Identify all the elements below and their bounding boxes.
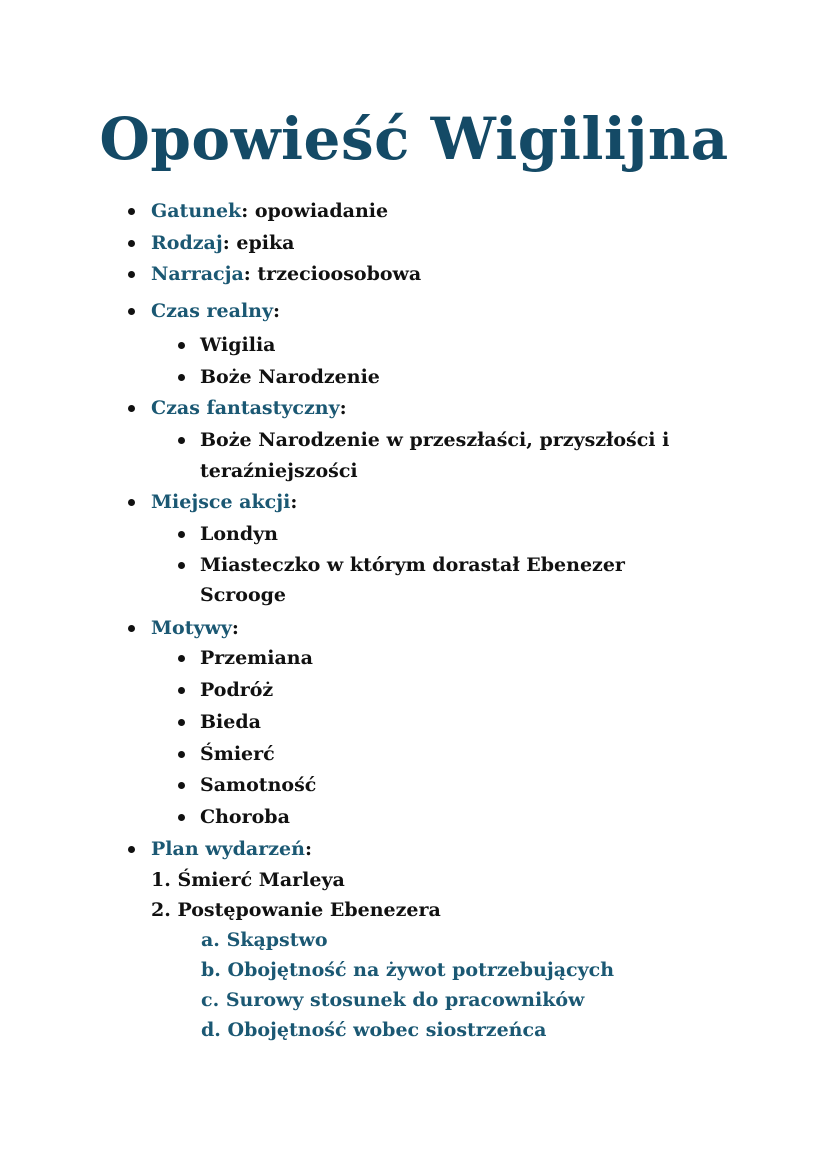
sub-item xyxy=(200,330,275,360)
substep-text: Obojętność na żywot potrzebujących xyxy=(227,959,615,981)
bullet xyxy=(178,814,185,821)
sub-item xyxy=(200,675,273,705)
item-label: Gatunek xyxy=(151,200,242,222)
list-item-czas-fantastyczny xyxy=(151,393,347,423)
sub-item-text: Scrooge xyxy=(200,584,287,606)
bullet xyxy=(128,625,135,632)
sub-item-text: Podróż xyxy=(200,679,274,701)
substep-text: Obojętność wobec siostrzeńca xyxy=(227,1019,547,1041)
plan-step xyxy=(151,865,345,895)
list-item-narracja xyxy=(151,259,421,289)
sub-item xyxy=(200,550,625,580)
item-separator: : xyxy=(290,491,298,513)
item-label: Czas fantastyczny xyxy=(151,397,340,419)
item-label: Motywy xyxy=(151,617,232,639)
list-item-motywy xyxy=(151,613,239,643)
plan-step xyxy=(151,895,441,925)
sub-item-text: Samotność xyxy=(200,774,317,796)
sub-item-text: Przemiana xyxy=(200,647,313,669)
sub-item-text: Wigilia xyxy=(200,334,276,356)
substep-text: Skąpstwo xyxy=(226,929,328,951)
bullet xyxy=(178,782,185,789)
sub-item-text: Londyn xyxy=(200,523,278,545)
step-text: Postępowanie Ebenezera xyxy=(177,899,441,921)
bullet xyxy=(128,271,135,278)
bullet xyxy=(128,240,135,247)
sub-item xyxy=(200,362,380,392)
item-label: Miejsce akcji xyxy=(151,491,291,513)
sub-item xyxy=(200,802,290,832)
bullet xyxy=(178,437,185,444)
sub-item-text: Boże Narodzenie w przeszłaści, przyszłości i xyxy=(200,429,670,451)
item-separator: : xyxy=(243,263,258,285)
bullet xyxy=(178,687,185,694)
sub-item-continuation xyxy=(200,580,286,610)
item-label: Narracja xyxy=(151,263,244,285)
list-item-plan-wydarzen xyxy=(151,834,312,864)
item-separator: : xyxy=(273,300,281,322)
bullet xyxy=(128,308,135,315)
item-separator: : xyxy=(241,200,255,222)
sub-item xyxy=(200,643,313,673)
item-label: Plan wydarzeń xyxy=(151,838,305,860)
step-marker: 2. xyxy=(151,899,171,921)
sub-item-text: teraźniejszości xyxy=(200,460,358,482)
bullet xyxy=(178,531,185,538)
item-value: opowiadanie xyxy=(254,200,389,222)
item-label: Czas realny xyxy=(151,300,274,322)
bullet xyxy=(178,719,185,726)
item-value: trzecioosobowa xyxy=(257,263,422,285)
item-label: Rodzaj xyxy=(151,232,223,254)
list-item-rodzaj xyxy=(151,228,294,258)
substep-marker: b. xyxy=(201,959,221,981)
plan-substep xyxy=(201,985,584,1015)
item-value: epika xyxy=(236,232,295,254)
substep-marker: d. xyxy=(201,1019,221,1041)
substep-marker: a. xyxy=(201,929,220,951)
item-separator: : xyxy=(222,232,237,254)
bullet xyxy=(128,208,135,215)
sub-item xyxy=(200,770,316,800)
sub-item xyxy=(200,707,261,737)
bullet xyxy=(178,562,185,569)
list-item-gatunek xyxy=(151,196,388,226)
substep-text: Surowy stosunek do pracowników xyxy=(225,989,585,1011)
plan-substep xyxy=(201,1015,546,1045)
sub-item-text: Choroba xyxy=(200,806,290,828)
list-item-czas-realny xyxy=(151,296,280,326)
bullet xyxy=(178,655,185,662)
sub-item xyxy=(200,739,275,769)
sub-item xyxy=(200,425,669,455)
plan-substep xyxy=(201,925,328,955)
item-separator: : xyxy=(231,617,239,639)
sub-item-text: Miasteczko w którym dorastał Ebenezer xyxy=(200,554,625,576)
sub-item-text: Śmierć xyxy=(200,743,275,765)
plan-substep xyxy=(201,955,614,985)
sub-item-text: Bieda xyxy=(200,711,261,733)
step-marker: 1. xyxy=(151,869,171,891)
bullet xyxy=(178,374,185,381)
bullet xyxy=(128,499,135,506)
bullet xyxy=(178,342,185,349)
list-item-miejsce-akcji xyxy=(151,487,297,517)
item-separator: : xyxy=(304,838,312,860)
bullet xyxy=(128,846,135,853)
page-title: Opowieść Wigilijna xyxy=(99,105,729,173)
sub-item-text: Boże Narodzenie xyxy=(200,366,380,388)
substep-marker: c. xyxy=(201,989,220,1011)
item-separator: : xyxy=(339,397,347,419)
bullet xyxy=(128,405,135,412)
sub-item xyxy=(200,519,278,549)
bullet xyxy=(178,751,185,758)
step-text: Śmierć Marleya xyxy=(177,869,345,891)
sub-item-continuation xyxy=(200,456,358,486)
